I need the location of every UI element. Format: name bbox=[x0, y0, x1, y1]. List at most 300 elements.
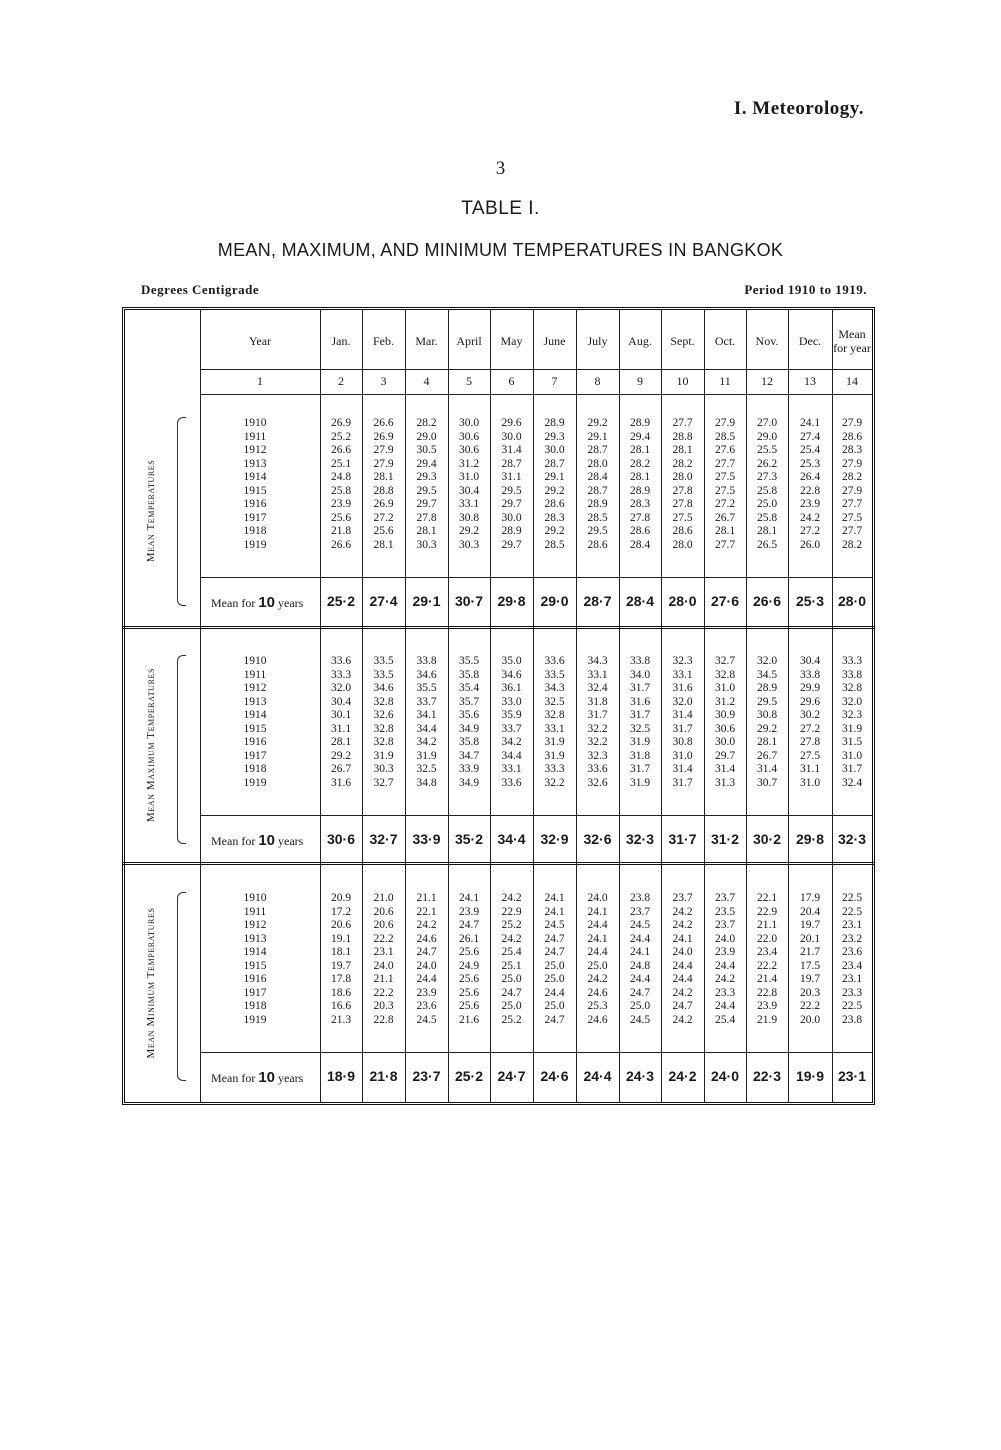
column-header: July bbox=[587, 334, 608, 348]
value-cell: 24.6 bbox=[587, 1013, 608, 1026]
value-cell: 28.4 bbox=[629, 538, 651, 551]
mean-value: 23·1 bbox=[837, 1068, 867, 1084]
value-cell: 25.2 bbox=[501, 919, 522, 931]
value-cell: 27.7 bbox=[672, 417, 693, 429]
value-cell: 24.4 bbox=[672, 973, 693, 985]
value-cell: 31.7 bbox=[629, 709, 651, 721]
value-cell: 26.2 bbox=[756, 457, 778, 470]
value-cell: 31.9 bbox=[629, 776, 651, 789]
mean-value: 24·6 bbox=[540, 1068, 569, 1084]
value-cell: 31.0 bbox=[841, 749, 863, 762]
value-cell: 33.7 bbox=[501, 722, 522, 735]
value-cell: 33.1 bbox=[587, 668, 608, 681]
value-cell: 32.8 bbox=[714, 668, 736, 681]
column-header: Sept. bbox=[670, 334, 695, 348]
mean-label-suffix: years bbox=[275, 596, 304, 610]
value-cell: 17.2 bbox=[330, 905, 352, 918]
value-cell: 28.7 bbox=[544, 457, 565, 470]
value-cell: 26.9 bbox=[330, 417, 352, 429]
value-cell: 28.6 bbox=[841, 430, 863, 443]
value-cell: 18.6 bbox=[330, 986, 352, 999]
year-cell: 1912 bbox=[243, 919, 267, 931]
value-cell: 28.9 bbox=[544, 417, 565, 429]
mean-value: 27·4 bbox=[369, 593, 398, 609]
column-header: Year bbox=[248, 334, 272, 348]
column-index: 6 bbox=[508, 374, 515, 388]
value-cell: 29.0 bbox=[756, 430, 778, 443]
value-cell: 31.1 bbox=[799, 763, 821, 775]
value-cell: 30.0 bbox=[544, 444, 565, 456]
column-header: Mean for year bbox=[833, 327, 871, 355]
value-cell: 33.3 bbox=[544, 763, 565, 775]
value-cell: 27.2 bbox=[799, 722, 821, 735]
value-cell: 28.2 bbox=[629, 457, 651, 470]
value-cell: 27.9 bbox=[373, 444, 394, 456]
value-cell: 23.7 bbox=[672, 892, 693, 904]
mean-value: 28·0 bbox=[837, 593, 867, 609]
value-cell: 20.0 bbox=[799, 1013, 821, 1026]
value-cell: 25.2 bbox=[330, 430, 352, 443]
value-cell: 27.5 bbox=[714, 484, 736, 497]
value-cell: 22.5 bbox=[841, 905, 863, 918]
value-cell: 27.8 bbox=[672, 484, 693, 497]
section-separator bbox=[122, 626, 875, 629]
year-cell: 1912 bbox=[243, 682, 267, 694]
mean-value: 25·2 bbox=[326, 593, 356, 609]
value-cell: 31.2 bbox=[458, 457, 480, 470]
value-cell: 28.9 bbox=[629, 417, 651, 429]
value-cell: 23.7 bbox=[629, 905, 651, 918]
value-cell: 23.8 bbox=[629, 892, 651, 904]
value-cell: 28.2 bbox=[416, 417, 437, 429]
section-label: Mean Temperatures bbox=[145, 459, 157, 562]
value-cell: 28.9 bbox=[501, 525, 522, 537]
value-cell: 30.1 bbox=[330, 709, 352, 721]
year-cell: 1919 bbox=[243, 538, 267, 551]
value-cell: 24.4 bbox=[587, 919, 608, 931]
value-cell: 32.2 bbox=[544, 776, 565, 789]
mean-value: 32·3 bbox=[837, 831, 867, 847]
value-cell: 23.6 bbox=[416, 1000, 437, 1012]
mean-value: 27·6 bbox=[710, 593, 740, 609]
value-cell: 31.6 bbox=[672, 682, 693, 694]
value-cell: 28.4 bbox=[587, 471, 608, 483]
year-cell: 1919 bbox=[243, 1013, 267, 1026]
mean-value: 30·6 bbox=[326, 831, 356, 847]
value-cell: 24.2 bbox=[672, 905, 693, 918]
value-cell: 25.1 bbox=[330, 457, 352, 470]
value-cell: 28.6 bbox=[629, 525, 651, 537]
value-cell: 24.2 bbox=[714, 973, 736, 985]
value-cell: 26.9 bbox=[373, 430, 394, 443]
value-cell: 25.5 bbox=[756, 444, 778, 456]
mean-value: 32·9 bbox=[540, 831, 569, 847]
column-header: May bbox=[500, 334, 523, 348]
value-cell: 24.1 bbox=[799, 417, 821, 429]
value-cell: 34.2 bbox=[501, 736, 522, 748]
value-cell: 23.6 bbox=[841, 946, 863, 958]
value-cell: 32.8 bbox=[373, 722, 394, 735]
value-cell: 29.1 bbox=[544, 471, 565, 483]
value-cell: 24.1 bbox=[458, 892, 480, 904]
value-cell: 24.7 bbox=[629, 986, 651, 999]
value-cell: 28.1 bbox=[373, 538, 394, 551]
value-cell: 35.9 bbox=[501, 709, 522, 721]
value-cell: 28.6 bbox=[544, 498, 565, 510]
value-cell: 27.2 bbox=[799, 525, 821, 537]
year-cell: 1916 bbox=[243, 498, 267, 510]
column-index: 9 bbox=[637, 374, 643, 388]
value-cell: 28.9 bbox=[587, 498, 608, 510]
mean-value: 29·0 bbox=[540, 593, 569, 609]
value-cell: 23.4 bbox=[841, 959, 863, 972]
value-cell: 29.5 bbox=[501, 484, 522, 497]
value-cell: 27.8 bbox=[629, 511, 651, 524]
value-cell: 24.7 bbox=[458, 919, 480, 931]
value-cell: 33.8 bbox=[416, 655, 437, 667]
value-cell: 32.8 bbox=[544, 709, 565, 721]
value-cell: 23.1 bbox=[841, 973, 863, 985]
value-cell: 21.9 bbox=[756, 1013, 778, 1026]
year-cell: 1910 bbox=[243, 892, 267, 904]
mean-label-suffix: years bbox=[275, 1071, 304, 1085]
value-cell: 33.6 bbox=[587, 763, 608, 775]
value-cell: 24.7 bbox=[501, 986, 522, 999]
column-header: Nov. bbox=[755, 334, 779, 348]
value-cell: 28.5 bbox=[544, 538, 565, 551]
mean-value: 28·7 bbox=[583, 593, 612, 609]
value-cell: 21.1 bbox=[416, 892, 437, 904]
value-cell: 22.0 bbox=[756, 932, 778, 945]
value-cell: 23.5 bbox=[714, 905, 736, 918]
value-cell: 24.0 bbox=[714, 932, 736, 945]
value-cell: 31.0 bbox=[714, 682, 736, 694]
mean-value: 24·3 bbox=[625, 1068, 655, 1084]
year-cell: 1911 bbox=[243, 905, 267, 918]
value-cell: 27.9 bbox=[841, 417, 863, 429]
value-cell: 27.9 bbox=[841, 484, 863, 497]
value-cell: 31.9 bbox=[373, 749, 394, 762]
year-cell: 1917 bbox=[243, 986, 267, 999]
year-cell: 1915 bbox=[243, 722, 267, 735]
value-cell: 31.7 bbox=[587, 709, 608, 721]
value-cell: 25.6 bbox=[458, 973, 480, 985]
value-cell: 29.3 bbox=[416, 471, 437, 483]
value-cell: 25.0 bbox=[587, 959, 608, 972]
value-cell: 30.0 bbox=[501, 430, 522, 443]
value-cell: 34.8 bbox=[416, 776, 437, 789]
value-cell: 28.9 bbox=[629, 484, 651, 497]
value-cell: 28.3 bbox=[841, 444, 863, 456]
value-cell: 27.6 bbox=[714, 444, 736, 456]
value-cell: 23.8 bbox=[841, 1013, 863, 1026]
mean-value: 31·2 bbox=[710, 831, 740, 847]
value-cell: 29.4 bbox=[629, 430, 651, 443]
value-cell: 31.7 bbox=[629, 682, 651, 694]
value-cell: 27.8 bbox=[672, 498, 693, 510]
value-cell: 31.7 bbox=[672, 722, 693, 735]
value-cell: 31.5 bbox=[841, 736, 863, 748]
value-cell: 23.9 bbox=[799, 498, 821, 510]
value-cell: 33.1 bbox=[544, 722, 565, 735]
value-cell: 19.7 bbox=[799, 919, 821, 931]
value-cell: 33.8 bbox=[799, 668, 821, 681]
value-cell: 31.7 bbox=[841, 763, 863, 775]
value-cell: 33.8 bbox=[629, 655, 651, 667]
column-index: 12 bbox=[761, 374, 773, 388]
section-label: Mean Minimum Temperatures bbox=[145, 907, 157, 1059]
value-cell: 21.4 bbox=[756, 973, 778, 985]
year-cell: 1915 bbox=[243, 484, 267, 497]
value-cell: 24.4 bbox=[672, 959, 693, 972]
value-cell: 24.5 bbox=[629, 1013, 651, 1026]
value-cell: 28.6 bbox=[587, 538, 608, 551]
value-cell: 26.7 bbox=[756, 749, 778, 762]
year-cell: 1910 bbox=[243, 655, 267, 667]
mean-value: 35·2 bbox=[454, 831, 484, 847]
value-cell: 30.6 bbox=[714, 722, 736, 735]
value-cell: 27.7 bbox=[714, 538, 736, 551]
column-index: 13 bbox=[804, 374, 816, 388]
value-cell: 31.1 bbox=[330, 722, 352, 735]
value-cell: 22.2 bbox=[373, 986, 394, 999]
value-cell: 27.5 bbox=[714, 471, 736, 483]
mean-value: 29·8 bbox=[497, 593, 526, 609]
value-cell: 30.7 bbox=[756, 776, 778, 789]
column-index: 2 bbox=[338, 374, 344, 388]
value-cell: 23.1 bbox=[373, 946, 394, 958]
value-cell: 25.6 bbox=[458, 986, 480, 999]
value-cell: 24.2 bbox=[416, 919, 437, 931]
value-cell: 28.1 bbox=[330, 736, 352, 748]
year-cell: 1913 bbox=[243, 932, 267, 945]
value-cell: 34.6 bbox=[373, 682, 394, 694]
value-cell: 16.6 bbox=[330, 1000, 352, 1012]
value-cell: 24.8 bbox=[330, 471, 352, 483]
value-cell: 28.0 bbox=[672, 538, 693, 551]
value-cell: 29.0 bbox=[416, 430, 437, 443]
column-header: Aug. bbox=[628, 334, 652, 348]
value-cell: 25.8 bbox=[756, 484, 778, 497]
value-cell: 21.6 bbox=[458, 1013, 480, 1026]
value-cell: 34.2 bbox=[416, 736, 437, 748]
value-cell: 34.0 bbox=[629, 668, 651, 681]
value-cell: 18.1 bbox=[330, 946, 352, 958]
value-cell: 22.1 bbox=[416, 905, 437, 918]
mean-label-prefix: Mean for bbox=[211, 834, 259, 848]
value-cell: 30.5 bbox=[416, 444, 437, 456]
year-cell: 1911 bbox=[243, 430, 267, 443]
value-cell: 28.1 bbox=[756, 736, 778, 748]
value-cell: 22.8 bbox=[373, 1013, 394, 1026]
value-cell: 33.9 bbox=[458, 763, 480, 775]
value-cell: 22.2 bbox=[756, 959, 778, 972]
value-cell: 25.4 bbox=[714, 1013, 736, 1026]
value-cell: 22.2 bbox=[373, 932, 394, 945]
column-header: Mar. bbox=[415, 334, 438, 348]
mean-value: 32·7 bbox=[369, 831, 398, 847]
value-cell: 30.3 bbox=[458, 538, 480, 551]
value-cell: 24.5 bbox=[544, 919, 565, 931]
section-separator bbox=[122, 862, 875, 865]
value-cell: 27.5 bbox=[841, 511, 863, 524]
value-cell: 25.6 bbox=[330, 511, 352, 524]
mean-label-number: 10 bbox=[258, 1069, 276, 1086]
value-cell: 29.7 bbox=[501, 538, 522, 551]
value-cell: 33.6 bbox=[330, 655, 352, 667]
value-cell: 33.7 bbox=[416, 695, 437, 708]
value-cell: 29.5 bbox=[416, 484, 437, 497]
value-cell: 31.0 bbox=[799, 776, 821, 789]
value-cell: 31.4 bbox=[714, 763, 736, 775]
mean-value: 18·9 bbox=[326, 1068, 356, 1084]
value-cell: 24.4 bbox=[629, 973, 651, 985]
value-cell: 31.6 bbox=[330, 776, 352, 789]
table-title: TABLE I. bbox=[461, 198, 540, 219]
mean-value: 28·0 bbox=[668, 593, 697, 609]
mean-label-prefix: Mean for bbox=[211, 1071, 259, 1085]
mean-value: 24·2 bbox=[668, 1068, 697, 1084]
value-cell: 27.9 bbox=[841, 457, 863, 470]
value-cell: 31.4 bbox=[672, 709, 693, 721]
value-cell: 31.9 bbox=[544, 749, 565, 762]
mean-value: 34·4 bbox=[497, 831, 526, 847]
value-cell: 21.0 bbox=[373, 892, 394, 904]
value-cell: 28.1 bbox=[416, 525, 437, 537]
value-cell: 32.8 bbox=[841, 682, 863, 694]
value-cell: 28.8 bbox=[373, 484, 394, 497]
value-cell: 17.5 bbox=[799, 959, 821, 972]
column-header: April bbox=[456, 334, 482, 348]
mean-value: 33·9 bbox=[412, 831, 441, 847]
value-cell: 25.6 bbox=[373, 525, 394, 537]
value-cell: 21.7 bbox=[799, 946, 821, 958]
value-cell: 33.0 bbox=[501, 695, 522, 708]
value-cell: 25.3 bbox=[799, 457, 821, 470]
mean-value: 23·7 bbox=[412, 1068, 441, 1084]
value-cell: 27.2 bbox=[373, 511, 394, 524]
value-cell: 32.0 bbox=[672, 695, 693, 708]
value-cell: 24.2 bbox=[501, 932, 522, 945]
value-cell: 24.1 bbox=[629, 946, 651, 958]
value-cell: 33.5 bbox=[373, 655, 394, 667]
column-index: 4 bbox=[423, 374, 430, 388]
value-cell: 27.8 bbox=[799, 736, 821, 748]
value-cell: 24.1 bbox=[672, 932, 693, 945]
value-cell: 29.2 bbox=[458, 525, 480, 537]
mean-value: 25·2 bbox=[454, 1068, 484, 1084]
value-cell: 26.6 bbox=[330, 538, 352, 551]
value-cell: 27.9 bbox=[714, 417, 736, 429]
value-cell: 31.9 bbox=[416, 749, 437, 762]
value-cell: 30.3 bbox=[416, 538, 437, 551]
mean-value: 32·6 bbox=[583, 831, 612, 847]
column-index: 5 bbox=[466, 374, 472, 388]
value-cell: 24.2 bbox=[587, 973, 608, 985]
mean-value: 30·7 bbox=[454, 593, 484, 609]
year-cell: 1918 bbox=[243, 1000, 267, 1012]
year-cell: 1919 bbox=[243, 776, 267, 789]
section-label: Mean Maximum Temperatures bbox=[145, 667, 157, 823]
mean-value: 29·8 bbox=[795, 831, 825, 847]
value-cell: 35.8 bbox=[458, 668, 480, 681]
value-cell: 32.2 bbox=[587, 722, 608, 735]
value-cell: 22.9 bbox=[501, 905, 522, 918]
value-cell: 21.1 bbox=[373, 973, 394, 985]
mean-label bbox=[211, 594, 303, 611]
mean-value: 32·3 bbox=[625, 831, 655, 847]
page-number: 3 bbox=[495, 158, 506, 179]
mean-label-number: 10 bbox=[258, 832, 276, 849]
value-cell: 35.6 bbox=[458, 709, 480, 721]
year-cell: 1912 bbox=[243, 444, 267, 456]
column-header: Dec. bbox=[798, 334, 822, 348]
value-cell: 24.2 bbox=[799, 511, 821, 524]
value-cell: 32.5 bbox=[544, 695, 565, 708]
value-cell: 26.7 bbox=[714, 511, 736, 524]
value-cell: 28.1 bbox=[756, 525, 778, 537]
value-cell: 33.3 bbox=[330, 668, 352, 681]
value-cell: 27.8 bbox=[416, 511, 437, 524]
value-cell: 20.4 bbox=[799, 905, 821, 918]
value-cell: 24.5 bbox=[629, 919, 651, 931]
value-cell: 24.7 bbox=[544, 946, 565, 958]
value-cell: 34.6 bbox=[416, 668, 437, 681]
table-subtitle: MEAN, MAXIMUM, AND MINIMUM TEMPERATURES IN BANGKOK bbox=[217, 240, 784, 260]
value-cell: 25.6 bbox=[458, 1000, 480, 1012]
value-cell: 34.1 bbox=[416, 709, 437, 721]
value-cell: 26.9 bbox=[373, 498, 394, 510]
value-cell: 30.6 bbox=[458, 444, 480, 456]
value-cell: 33.1 bbox=[458, 498, 480, 510]
value-cell: 29.2 bbox=[330, 749, 352, 762]
value-cell: 35.5 bbox=[458, 655, 480, 667]
value-cell: 27.7 bbox=[841, 498, 863, 510]
value-cell: 24.5 bbox=[416, 1013, 437, 1026]
value-cell: 29.6 bbox=[799, 695, 821, 708]
value-cell: 28.0 bbox=[587, 457, 608, 470]
value-cell: 35.4 bbox=[458, 682, 480, 694]
value-cell: 34.3 bbox=[544, 682, 565, 694]
year-cell: 1914 bbox=[243, 709, 267, 721]
units-label: Degrees Centigrade bbox=[141, 282, 260, 297]
value-cell: 22.1 bbox=[756, 892, 778, 904]
value-cell: 23.9 bbox=[330, 498, 352, 510]
value-cell: 27.9 bbox=[373, 457, 394, 470]
value-cell: 24.2 bbox=[672, 919, 693, 931]
value-cell: 28.1 bbox=[672, 444, 693, 456]
value-cell: 31.9 bbox=[841, 722, 863, 735]
value-cell: 25.0 bbox=[501, 1000, 522, 1012]
value-cell: 24.4 bbox=[416, 973, 437, 985]
value-cell: 28.2 bbox=[841, 471, 863, 483]
value-cell: 25.1 bbox=[501, 959, 522, 972]
value-cell: 19.7 bbox=[330, 959, 352, 972]
index-divider bbox=[200, 394, 872, 395]
value-cell: 26.1 bbox=[458, 932, 480, 945]
value-cell: 24.7 bbox=[544, 932, 565, 945]
year-cell: 1913 bbox=[243, 457, 267, 470]
year-cell: 1910 bbox=[243, 417, 267, 429]
value-cell: 27.5 bbox=[672, 511, 693, 524]
value-cell: 20.6 bbox=[373, 919, 394, 931]
value-cell: 31.3 bbox=[714, 776, 736, 789]
value-cell: 25.4 bbox=[501, 946, 522, 958]
value-cell: 29.2 bbox=[544, 484, 565, 497]
value-cell: 29.7 bbox=[714, 749, 736, 762]
value-cell: 34.5 bbox=[756, 668, 778, 681]
value-cell: 27.2 bbox=[714, 498, 736, 510]
